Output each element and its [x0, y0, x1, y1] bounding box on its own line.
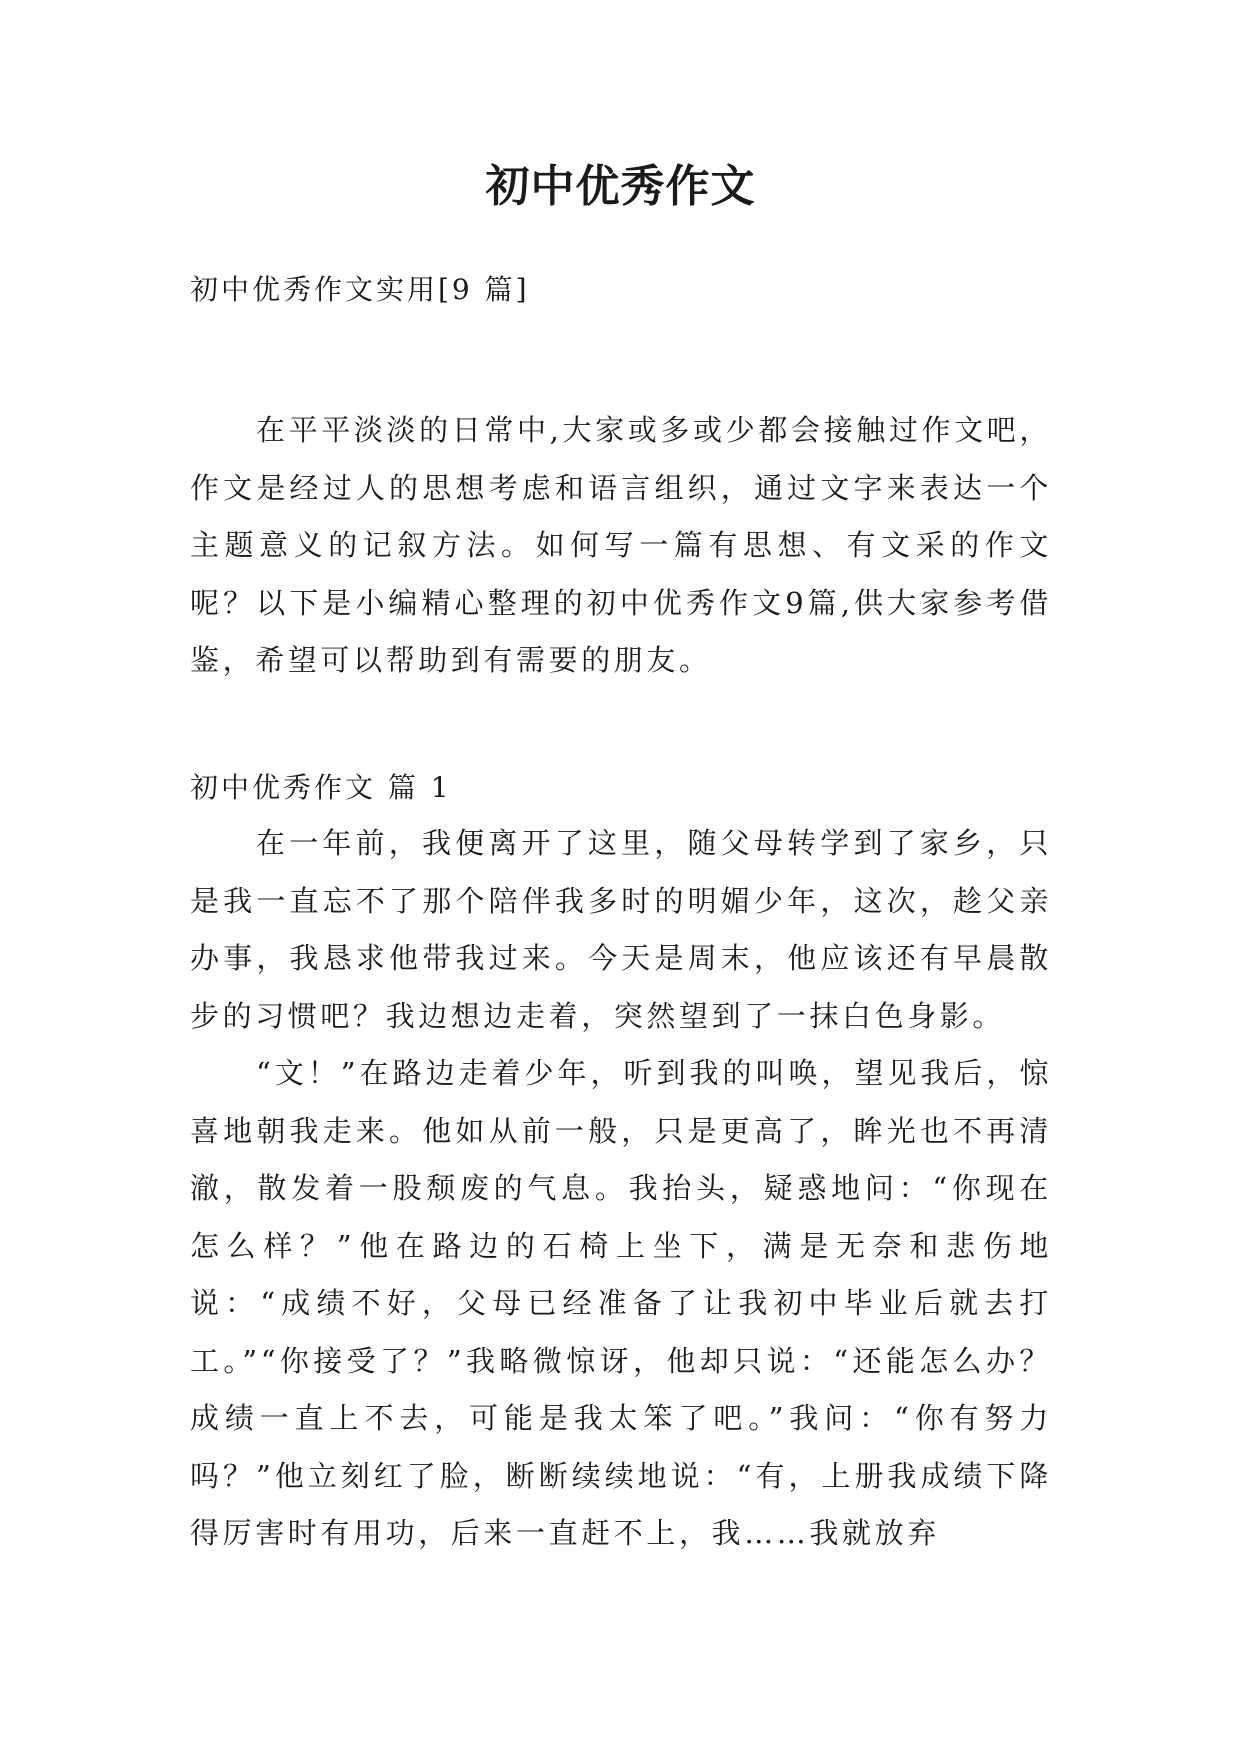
- body-paragraph: 在一年前，我便离开了这里，随父母转学到了家乡，只是我一直忘不了那个陪伴我多时的明媚少年，这次，趁父亲办事，我恳求他带我过来。今天是周末，他应该还有早晨散步的习惯吧？我边想边走着，突然望到了一抹白色身影。: [190, 826, 1052, 1033]
- section-heading: 初中优秀作文 篇 1: [190, 771, 452, 804]
- body-paragraph: “文！”在路边走着少年，听到我的叫唤，望见我后，惊喜地朝我走来。他如从前一般，只是更高了，眸光也不再清澈，散发着一股颓废的气息。我抬头，疑惑地问：“你现在怎么样？”他在路边的石椅上坐下，满是无奈和悲伤地说：“成绩不好，父母已经准备了让我初中毕业后就去打工。”“你接受了？”我略微惊讶，他却只说：“还能怎么办？成绩一直上不去，可能是我太笨了吧。”我问：“你有努力吗？”他立刻红了脸，断断续续地说：“有，上册我成绩下降得厉害时有用功，后来一直赶不上，我……我就放弃: [190, 1056, 1052, 1550]
- document-title: 初中优秀作文: [485, 161, 756, 212]
- intro-paragraph: 在平平淡淡的日常中,大家或多或少都会接触过作文吧，作文是经过人的思想考虑和语言组织，通过文字来表达一个主题意义的记叙方法。如何写一篇有思想、有文采的作文呢？以下是小编精心整理的初中优秀作文9篇,供大家参考借鉴，希望可以帮助到有需要的朋友。: [190, 413, 1052, 677]
- document-subtitle: 初中优秀作文实用[9 篇]: [190, 273, 530, 306]
